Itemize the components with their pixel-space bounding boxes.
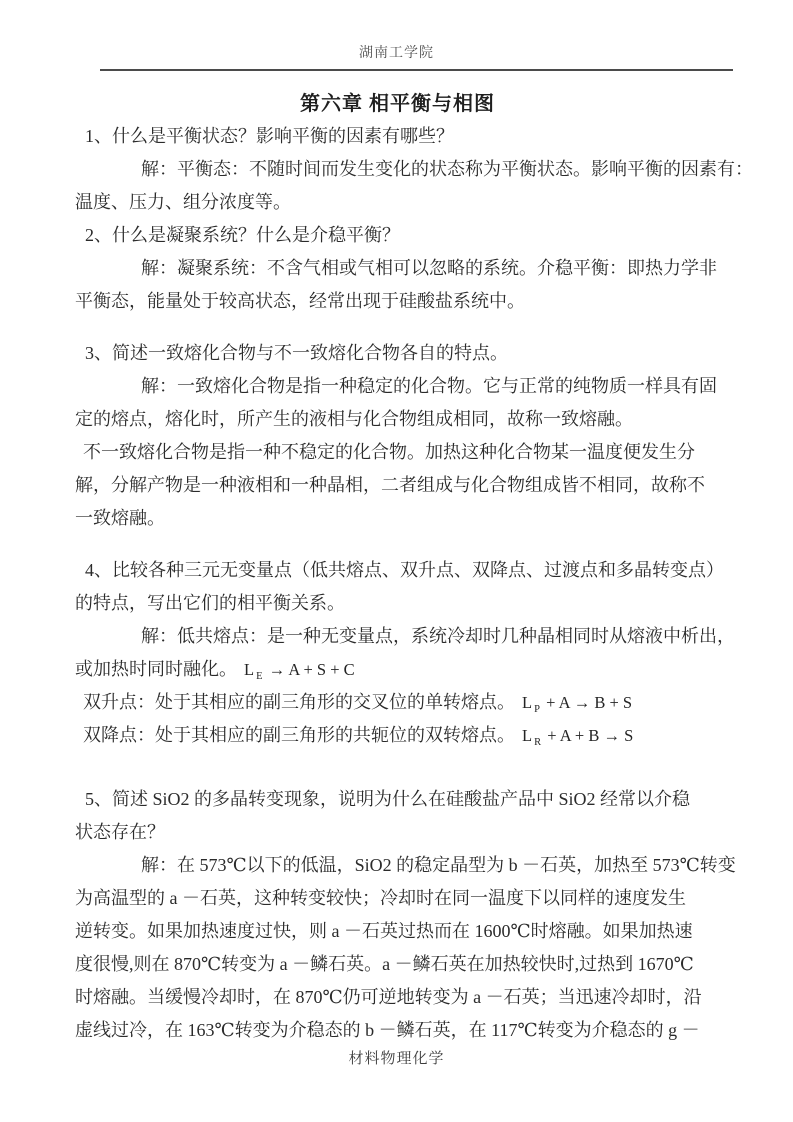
- formula-eutectic: [244, 660, 355, 682]
- question-line: 3、简述一致熔化合物与不一致熔化合物各自的特点。: [85, 343, 508, 363]
- formula-subscript: E: [256, 671, 263, 682]
- body-line: 时熔融。当缓慢冷却时，在 870℃仍可逆地转变为 a －石英；当迅速冷却时，沿: [75, 987, 702, 1007]
- formula-rest: → A + S + C: [264, 660, 355, 679]
- formula-rest: + A + B → S: [543, 726, 634, 745]
- header-rule: [100, 69, 733, 71]
- answer-line: 解：一致熔化合物是指一种稳定的化合物。它与正常的纯物质一样具有固: [141, 376, 717, 396]
- answer-line: 解：平衡态：不随时间而发生变化的状态称为平衡状态。影响平衡的因素有：: [141, 159, 753, 179]
- body-line: 度很慢,则在 870℃转变为 a －鳞石英。a －鳞石英在加热较快时,过热到 1670℃: [75, 954, 694, 974]
- body-line: 平衡态，能量处于较高状态，经常出现于硅酸盐系统中。: [75, 291, 525, 311]
- school-name-text: 湖南工学院: [359, 46, 434, 61]
- body-line: 状态存在？: [75, 822, 165, 842]
- answer-line: 解：低共熔点：是一种无变量点，系统冷却时几种晶相同时从熔液中析出，: [141, 626, 735, 646]
- answer-line: 解：凝聚系统：不含气相或气相可以忽略的系统。介稳平衡：即热力学非: [141, 258, 717, 278]
- body-line: 虚线过冷，在 163℃转变为介稳态的 b －鳞石英，在 117℃转变为介稳态的 g －: [75, 1020, 700, 1040]
- body-line: 温度、压力、组分浓度等。: [75, 192, 291, 212]
- formula-base: L: [522, 693, 533, 712]
- line-text: 或加热时同时融化。: [75, 659, 237, 679]
- footer-text: 材料物理化学: [348, 1051, 445, 1067]
- body-line: 一致熔融。: [75, 508, 165, 528]
- page-footer: [0, 1047, 793, 1068]
- formula-subscript: R: [534, 737, 542, 748]
- question-line: 4、比较各种三元无变量点（低共熔点、双升点、双降点、过渡点和多晶转变点）: [85, 560, 724, 580]
- page-header: [0, 0, 793, 62]
- question-line: 2、什么是凝聚系统？什么是介稳平衡？: [85, 225, 400, 245]
- body-line-with-formula: [75, 719, 733, 752]
- body-line: 不一致熔化合物是指一种不稳定的化合物。加热这种化合物某一温度便发生分: [83, 442, 695, 462]
- formula-single-transition: [522, 693, 633, 715]
- body-line: 逆转变。如果加热速度过快，则 a －石英过热而在 1600℃时熔融。如果加热速: [75, 921, 693, 941]
- formula-base: L: [522, 726, 533, 745]
- answer-line: 解：在 573℃以下的低温，SiO2 的稳定晶型为 b －石英，加热至 573℃转变: [141, 855, 736, 875]
- body-line: 解，分解产物是一种液相和一种晶相，二者组成与化合物组成皆不相同，故称不: [75, 475, 705, 495]
- body-line-with-formula: [75, 653, 733, 686]
- formula-rest: + A → B + S: [541, 693, 633, 712]
- question-line: 5、简述 SiO2 的多晶转变现象，说明为什么在硅酸盐产品中 SiO2 经常以介稳: [85, 789, 691, 809]
- line-text: 双升点：处于其相应的副三角形的交叉位的单转熔点。: [83, 692, 515, 712]
- document-body: [75, 120, 753, 1047]
- formula-double-transition: [522, 726, 634, 748]
- line-text: 双降点：处于其相应的副三角形的共轭位的双转熔点。: [83, 725, 515, 745]
- body-line: 为高温型的 a －石英，这种转变较快；冷却时在同一温度下以同样的速度发生: [75, 888, 686, 908]
- formula-subscript: P: [534, 704, 540, 715]
- formula-base: L: [244, 660, 255, 679]
- body-line: 定的熔点，熔化时，所产生的液相与化合物组成相同，故称一致熔融。: [75, 409, 633, 429]
- body-line-with-formula: [75, 686, 733, 719]
- body-line: 的特点，写出它们的相平衡关系。: [75, 593, 345, 613]
- page-title: 第六章 相平衡与相图: [300, 93, 495, 115]
- question-line: 1、什么是平衡状态？影响平衡的因素有哪些？: [85, 126, 454, 146]
